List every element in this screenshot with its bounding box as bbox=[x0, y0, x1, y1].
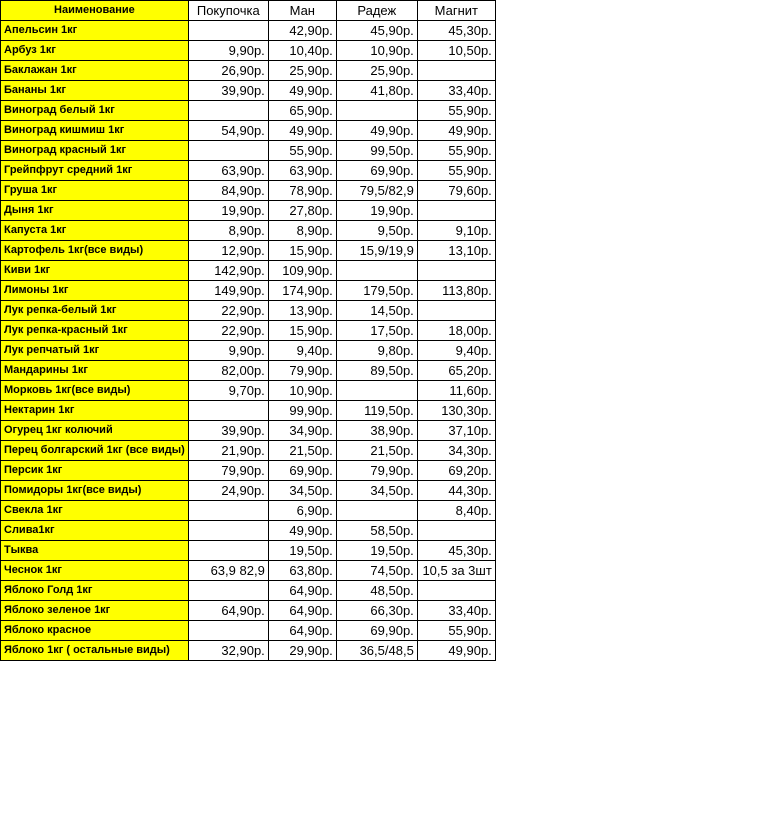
cell-radezh[interactable]: 14,50р. bbox=[336, 301, 417, 321]
cell-pokupochka[interactable]: 24,90р. bbox=[188, 481, 268, 501]
cell-magnit[interactable]: 34,30р. bbox=[417, 441, 495, 461]
cell-radezh[interactable]: 119,50р. bbox=[336, 401, 417, 421]
cell-name[interactable]: Груша 1кг bbox=[1, 181, 189, 201]
cell-man[interactable]: 9,40р. bbox=[268, 341, 336, 361]
header-radezh[interactable]: Радеж bbox=[336, 1, 417, 21]
cell-magnit[interactable]: 11,60р. bbox=[417, 381, 495, 401]
cell-radezh[interactable]: 89,50р. bbox=[336, 361, 417, 381]
cell-radezh[interactable]: 79,90р. bbox=[336, 461, 417, 481]
cell-man[interactable]: 49,90р. bbox=[268, 521, 336, 541]
header-pokupochka[interactable]: Покупочка bbox=[188, 1, 268, 21]
cell-pokupochka[interactable]: 26,90р. bbox=[188, 61, 268, 81]
cell-name[interactable]: Морковь 1кг(все виды) bbox=[1, 381, 189, 401]
cell-man[interactable]: 99,90р. bbox=[268, 401, 336, 421]
cell-pokupochka[interactable] bbox=[188, 621, 268, 641]
cell-pokupochka[interactable] bbox=[188, 541, 268, 561]
cell-name[interactable]: Тыква bbox=[1, 541, 189, 561]
table-row bbox=[1, 461, 496, 481]
cell-name[interactable]: Картофель 1кг(все виды) bbox=[1, 241, 189, 261]
table-row bbox=[1, 481, 496, 501]
cell-pokupochka[interactable]: 9,70р. bbox=[188, 381, 268, 401]
cell-man[interactable]: 109,90р. bbox=[268, 261, 336, 281]
cell-magnit[interactable]: 8,40р. bbox=[417, 501, 495, 521]
table-row bbox=[1, 541, 496, 561]
header-name[interactable]: Наименование bbox=[1, 1, 189, 21]
cell-magnit[interactable]: 69,20р. bbox=[417, 461, 495, 481]
cell-pokupochka[interactable]: 12,90р. bbox=[188, 241, 268, 261]
cell-magnit[interactable]: 13,10р. bbox=[417, 241, 495, 261]
cell-radezh[interactable] bbox=[336, 261, 417, 281]
table-row bbox=[1, 241, 496, 261]
cell-man[interactable]: 65,90р. bbox=[268, 101, 336, 121]
cell-man[interactable]: 10,90р. bbox=[268, 381, 336, 401]
cell-pokupochka[interactable] bbox=[188, 401, 268, 421]
cell-man[interactable]: 15,90р. bbox=[268, 321, 336, 341]
cell-man[interactable]: 55,90р. bbox=[268, 141, 336, 161]
cell-pokupochka[interactable]: 9,90р. bbox=[188, 341, 268, 361]
cell-pokupochka[interactable] bbox=[188, 101, 268, 121]
cell-pokupochka[interactable]: 54,90р. bbox=[188, 121, 268, 141]
cell-name[interactable]: Чеснок 1кг bbox=[1, 561, 189, 581]
cell-pokupochka[interactable]: 82,00р. bbox=[188, 361, 268, 381]
cell-name[interactable]: Яблоко зеленое 1кг bbox=[1, 601, 189, 621]
cell-man[interactable]: 13,90р. bbox=[268, 301, 336, 321]
table-row bbox=[1, 621, 496, 641]
table-row bbox=[1, 41, 496, 61]
cell-pokupochka[interactable]: 79,90р. bbox=[188, 461, 268, 481]
cell-name[interactable]: Дыня 1кг bbox=[1, 201, 189, 221]
cell-pokupochka[interactable] bbox=[188, 521, 268, 541]
cell-man[interactable]: 49,90р. bbox=[268, 81, 336, 101]
cell-pokupochka[interactable]: 64,90р. bbox=[188, 601, 268, 621]
table-row bbox=[1, 421, 496, 441]
cell-pokupochka[interactable]: 149,90р. bbox=[188, 281, 268, 301]
table-row bbox=[1, 301, 496, 321]
table-row bbox=[1, 181, 496, 201]
cell-magnit[interactable]: 130,30р. bbox=[417, 401, 495, 421]
cell-man[interactable]: 15,90р. bbox=[268, 241, 336, 261]
cell-man[interactable]: 63,90р. bbox=[268, 161, 336, 181]
table-row bbox=[1, 21, 496, 41]
cell-name[interactable]: Свекла 1кг bbox=[1, 501, 189, 521]
cell-man[interactable]: 49,90р. bbox=[268, 121, 336, 141]
cell-name[interactable]: Лук репка-красный 1кг bbox=[1, 321, 189, 341]
cell-man[interactable]: 27,80р. bbox=[268, 201, 336, 221]
cell-radezh[interactable]: 21,50р. bbox=[336, 441, 417, 461]
cell-magnit[interactable]: 49,90р. bbox=[417, 121, 495, 141]
cell-magnit[interactable] bbox=[417, 301, 495, 321]
cell-man[interactable]: 10,40р. bbox=[268, 41, 336, 61]
cell-magnit[interactable]: 79,60р. bbox=[417, 181, 495, 201]
cell-man[interactable]: 34,50р. bbox=[268, 481, 336, 501]
cell-radezh[interactable]: 41,80р. bbox=[336, 81, 417, 101]
cell-pokupochka[interactable]: 63,9 82,9 bbox=[188, 561, 268, 581]
cell-magnit[interactable]: 65,20р. bbox=[417, 361, 495, 381]
cell-name[interactable]: Яблоко красное bbox=[1, 621, 189, 641]
cell-name[interactable]: Арбуз 1кг bbox=[1, 41, 189, 61]
cell-man[interactable]: 19,50р. bbox=[268, 541, 336, 561]
cell-radezh[interactable]: 179,50р. bbox=[336, 281, 417, 301]
cell-radezh[interactable]: 49,90р. bbox=[336, 121, 417, 141]
cell-magnit[interactable]: 18,00р. bbox=[417, 321, 495, 341]
cell-radezh[interactable] bbox=[336, 101, 417, 121]
cell-name[interactable]: Мандарины 1кг bbox=[1, 361, 189, 381]
cell-man[interactable]: 25,90р. bbox=[268, 61, 336, 81]
cell-name[interactable]: Киви 1кг bbox=[1, 261, 189, 281]
cell-name[interactable]: Персик 1кг bbox=[1, 461, 189, 481]
table-row bbox=[1, 121, 496, 141]
table-row bbox=[1, 201, 496, 221]
cell-name[interactable]: Виноград белый 1кг bbox=[1, 101, 189, 121]
cell-name[interactable]: Лук репка-белый 1кг bbox=[1, 301, 189, 321]
cell-man[interactable]: 64,90р. bbox=[268, 601, 336, 621]
cell-radezh[interactable]: 9,50р. bbox=[336, 221, 417, 241]
table-row bbox=[1, 221, 496, 241]
cell-man[interactable]: 8,90р. bbox=[268, 221, 336, 241]
header-row bbox=[1, 1, 496, 21]
table-row bbox=[1, 581, 496, 601]
cell-pokupochka[interactable] bbox=[188, 501, 268, 521]
cell-magnit[interactable]: 55,90р. bbox=[417, 141, 495, 161]
cell-radezh[interactable]: 15,9/19,9 bbox=[336, 241, 417, 261]
cell-pokupochka[interactable]: 22,90р. bbox=[188, 301, 268, 321]
cell-radezh[interactable] bbox=[336, 381, 417, 401]
cell-radezh[interactable] bbox=[336, 501, 417, 521]
cell-name[interactable]: Лук репчатый 1кг bbox=[1, 341, 189, 361]
cell-radezh[interactable]: 69,90р. bbox=[336, 161, 417, 181]
cell-magnit[interactable] bbox=[417, 201, 495, 221]
table-row bbox=[1, 261, 496, 281]
cell-magnit[interactable]: 9,40р. bbox=[417, 341, 495, 361]
cell-magnit[interactable]: 44,30р. bbox=[417, 481, 495, 501]
cell-pokupochka[interactable]: 19,90р. bbox=[188, 201, 268, 221]
cell-pokupochka[interactable]: 142,90р. bbox=[188, 261, 268, 281]
cell-radezh[interactable]: 38,90р. bbox=[336, 421, 417, 441]
cell-pokupochka[interactable]: 32,90р. bbox=[188, 641, 268, 661]
cell-magnit[interactable] bbox=[417, 581, 495, 601]
cell-pokupochka[interactable] bbox=[188, 141, 268, 161]
cell-pokupochka[interactable]: 21,90р. bbox=[188, 441, 268, 461]
cell-magnit[interactable]: 45,30р. bbox=[417, 541, 495, 561]
cell-pokupochka[interactable]: 39,90р. bbox=[188, 421, 268, 441]
table-row bbox=[1, 341, 496, 361]
cell-radezh[interactable]: 10,90р. bbox=[336, 41, 417, 61]
cell-radezh[interactable]: 58,50р. bbox=[336, 521, 417, 541]
cell-radezh[interactable]: 48,50р. bbox=[336, 581, 417, 601]
table-row bbox=[1, 81, 496, 101]
cell-name[interactable]: Апельсин 1кг bbox=[1, 21, 189, 41]
cell-magnit[interactable]: 33,40р. bbox=[417, 81, 495, 101]
cell-magnit[interactable] bbox=[417, 261, 495, 281]
cell-name[interactable]: Баклажан 1кг bbox=[1, 61, 189, 81]
table-row bbox=[1, 441, 496, 461]
table-row bbox=[1, 321, 496, 341]
cell-magnit[interactable]: 33,40р. bbox=[417, 601, 495, 621]
cell-man[interactable]: 69,90р. bbox=[268, 461, 336, 481]
table-row bbox=[1, 521, 496, 541]
cell-radezh[interactable]: 74,50р. bbox=[336, 561, 417, 581]
cell-name[interactable]: Яблоко Голд 1кг bbox=[1, 581, 189, 601]
cell-radezh[interactable]: 69,90р. bbox=[336, 621, 417, 641]
table-row bbox=[1, 361, 496, 381]
cell-pokupochka[interactable] bbox=[188, 581, 268, 601]
cell-man[interactable]: 21,50р. bbox=[268, 441, 336, 461]
cell-pokupochka[interactable]: 63,90р. bbox=[188, 161, 268, 181]
table-row bbox=[1, 381, 496, 401]
cell-radezh[interactable]: 9,80р. bbox=[336, 341, 417, 361]
cell-magnit[interactable]: 10,5 за 3шт bbox=[417, 561, 495, 581]
cell-man[interactable]: 42,90р. bbox=[268, 21, 336, 41]
cell-name[interactable]: Бананы 1кг bbox=[1, 81, 189, 101]
cell-name[interactable]: Лимоны 1кг bbox=[1, 281, 189, 301]
cell-name[interactable]: Перец болгарский 1кг (все виды) bbox=[1, 441, 189, 461]
cell-name[interactable]: Помидоры 1кг(все виды) bbox=[1, 481, 189, 501]
cell-man[interactable]: 64,90р. bbox=[268, 621, 336, 641]
cell-magnit[interactable]: 9,10р. bbox=[417, 221, 495, 241]
cell-radezh[interactable]: 25,90р. bbox=[336, 61, 417, 81]
cell-magnit[interactable]: 113,80р. bbox=[417, 281, 495, 301]
table-row bbox=[1, 281, 496, 301]
cell-radezh[interactable]: 19,50р. bbox=[336, 541, 417, 561]
cell-man[interactable]: 78,90р. bbox=[268, 181, 336, 201]
cell-magnit[interactable]: 55,90р. bbox=[417, 621, 495, 641]
cell-name[interactable]: Нектарин 1кг bbox=[1, 401, 189, 421]
cell-radezh[interactable]: 34,50р. bbox=[336, 481, 417, 501]
cell-man[interactable]: 174,90р. bbox=[268, 281, 336, 301]
cell-name[interactable]: Огурец 1кг колючий bbox=[1, 421, 189, 441]
table-row bbox=[1, 561, 496, 581]
table-row bbox=[1, 101, 496, 121]
table-row bbox=[1, 61, 496, 81]
cell-name[interactable]: Виноград красный 1кг bbox=[1, 141, 189, 161]
table-row bbox=[1, 601, 496, 621]
cell-magnit[interactable]: 55,90р. bbox=[417, 161, 495, 181]
cell-man[interactable]: 6,90р. bbox=[268, 501, 336, 521]
cell-man[interactable]: 34,90р. bbox=[268, 421, 336, 441]
table-row bbox=[1, 141, 496, 161]
cell-radezh[interactable]: 99,50р. bbox=[336, 141, 417, 161]
cell-name[interactable]: Виноград кишмиш 1кг bbox=[1, 121, 189, 141]
cell-pokupochka[interactable]: 22,90р. bbox=[188, 321, 268, 341]
cell-man[interactable]: 63,80р. bbox=[268, 561, 336, 581]
cell-radezh[interactable]: 36,5/48,5 bbox=[336, 641, 417, 661]
cell-magnit[interactable]: 10,50р. bbox=[417, 41, 495, 61]
table-row bbox=[1, 501, 496, 521]
cell-man[interactable]: 29,90р. bbox=[268, 641, 336, 661]
header-man[interactable]: Ман bbox=[268, 1, 336, 21]
cell-name[interactable]: Грейпфрут средний 1кг bbox=[1, 161, 189, 181]
table-body bbox=[1, 21, 496, 661]
cell-magnit[interactable]: 37,10р. bbox=[417, 421, 495, 441]
cell-magnit[interactable]: 45,30р. bbox=[417, 21, 495, 41]
cell-radezh[interactable]: 17,50р. bbox=[336, 321, 417, 341]
cell-pokupochka[interactable]: 8,90р. bbox=[188, 221, 268, 241]
cell-pokupochka[interactable]: 39,90р. bbox=[188, 81, 268, 101]
cell-name[interactable]: Яблоко 1кг ( остальные виды) bbox=[1, 641, 189, 661]
cell-name[interactable]: Слива1кг bbox=[1, 521, 189, 541]
cell-pokupochka[interactable] bbox=[188, 21, 268, 41]
cell-radezh[interactable]: 19,90р. bbox=[336, 201, 417, 221]
cell-magnit[interactable] bbox=[417, 61, 495, 81]
cell-magnit[interactable] bbox=[417, 521, 495, 541]
cell-radezh[interactable]: 66,30р. bbox=[336, 601, 417, 621]
header-magnit[interactable]: Магнит bbox=[417, 1, 495, 21]
cell-radezh[interactable]: 45,90р. bbox=[336, 21, 417, 41]
cell-magnit[interactable]: 55,90р. bbox=[417, 101, 495, 121]
cell-pokupochka[interactable]: 9,90р. bbox=[188, 41, 268, 61]
cell-radezh[interactable]: 79,5/82,9 bbox=[336, 181, 417, 201]
table-row bbox=[1, 161, 496, 181]
table-row bbox=[1, 401, 496, 421]
cell-man[interactable]: 79,90р. bbox=[268, 361, 336, 381]
cell-man[interactable]: 64,90р. bbox=[268, 581, 336, 601]
cell-pokupochka[interactable]: 84,90р. bbox=[188, 181, 268, 201]
table-row bbox=[1, 641, 496, 661]
cell-magnit[interactable]: 49,90р. bbox=[417, 641, 495, 661]
cell-name[interactable]: Капуста 1кг bbox=[1, 221, 189, 241]
